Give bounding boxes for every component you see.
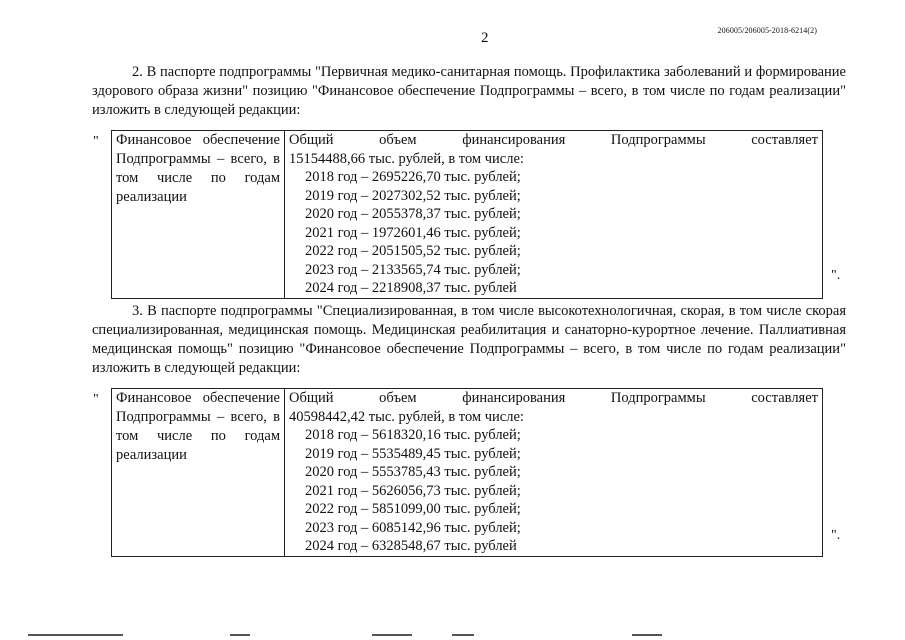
document-id: 206005/206005-2018-6214(2) (717, 26, 817, 35)
year-line: 2022 год – 2051505,52 тыс. рублей; (305, 243, 521, 259)
scan-edge-marks (0, 634, 905, 638)
financing-table-section-2 (111, 130, 823, 299)
scan-mark (632, 634, 662, 636)
close-quote-section-3: ". (831, 528, 841, 543)
year-line: 2018 год – 5618320,16 тыс. рублей; (305, 427, 521, 443)
open-quote-section-2: " (93, 134, 99, 149)
year-line: 2021 год – 5626056,73 тыс. рублей; (305, 482, 521, 499)
scan-mark (372, 634, 412, 636)
scan-mark (28, 634, 123, 636)
year-line: 2019 год – 2027302,52 тыс. рублей; (305, 187, 521, 204)
open-quote-section-3: " (93, 392, 99, 407)
financing-label-cell: Финансовое обеспечение Подпрограммы – всего, в том числе по годам реализации (112, 389, 285, 557)
paragraph-section-2: 2. В паспорте подпрограммы "Первичная медико-санитарная помощь. Профилактика заболеваний и формирование здорового образа жизни" позицию "Финансовое обеспечение Подпрограммы – всего, в том числе по годам реализации" изложить в следующей редакции: (92, 64, 846, 118)
financing-table-section-3 (111, 388, 823, 557)
page-number: 2 (481, 30, 489, 46)
table-row (112, 131, 823, 299)
year-line: 2022 год – 5851099,00 тыс. рублей; (305, 501, 521, 517)
year-line: 2020 год – 2055378,37 тыс. рублей; (305, 206, 521, 222)
financing-total-line: 15154488,66 тыс. рублей, в том числе: (289, 150, 524, 167)
year-line: 2023 год – 6085142,96 тыс. рублей; (305, 519, 521, 536)
year-line: 2019 год – 5535489,45 тыс. рублей; (305, 445, 521, 462)
financing-first-line: Общий объем финансирования Подпрограммы составляет (289, 132, 818, 148)
year-line: 2021 год – 1972601,46 тыс. рублей; (305, 224, 521, 241)
financing-value-cell (285, 131, 823, 299)
table-row (112, 389, 823, 557)
paragraph-section-3: 3. В паспорте подпрограммы "Специализированная, в том числе высокотехнологичная, скорая, в том числе скорая специализированная, медицинская помощь. Медицинская реабилитация и санаторно-курортное лечение. Паллиативная медицинская помощь" позицию "Финансовое обеспечение Подпрограммы – всего, в том числе по годам реализации" изложить в следующей редакции: (92, 303, 846, 376)
financing-first-line: Общий объем финансирования Подпрограммы составляет (289, 390, 818, 406)
financing-total-line: 40598442,42 тыс. рублей, в том числе: (289, 408, 524, 425)
financing-value-cell (285, 389, 823, 557)
scan-mark (452, 634, 474, 636)
year-line: 2018 год – 2695226,70 тыс. рублей; (305, 169, 521, 185)
close-quote-section-2: ". (831, 268, 841, 283)
scan-mark (230, 634, 250, 636)
financing-label-cell: Финансовое обеспечение Подпрограммы – всего, в том числе по годам реализации (112, 131, 285, 299)
year-line: 2024 год – 2218908,37 тыс. рублей (305, 280, 517, 296)
year-line: 2023 год – 2133565,74 тыс. рублей; (305, 261, 521, 278)
year-line: 2020 год – 5553785,43 тыс. рублей; (305, 464, 521, 480)
year-line: 2024 год – 6328548,67 тыс. рублей (305, 538, 517, 554)
